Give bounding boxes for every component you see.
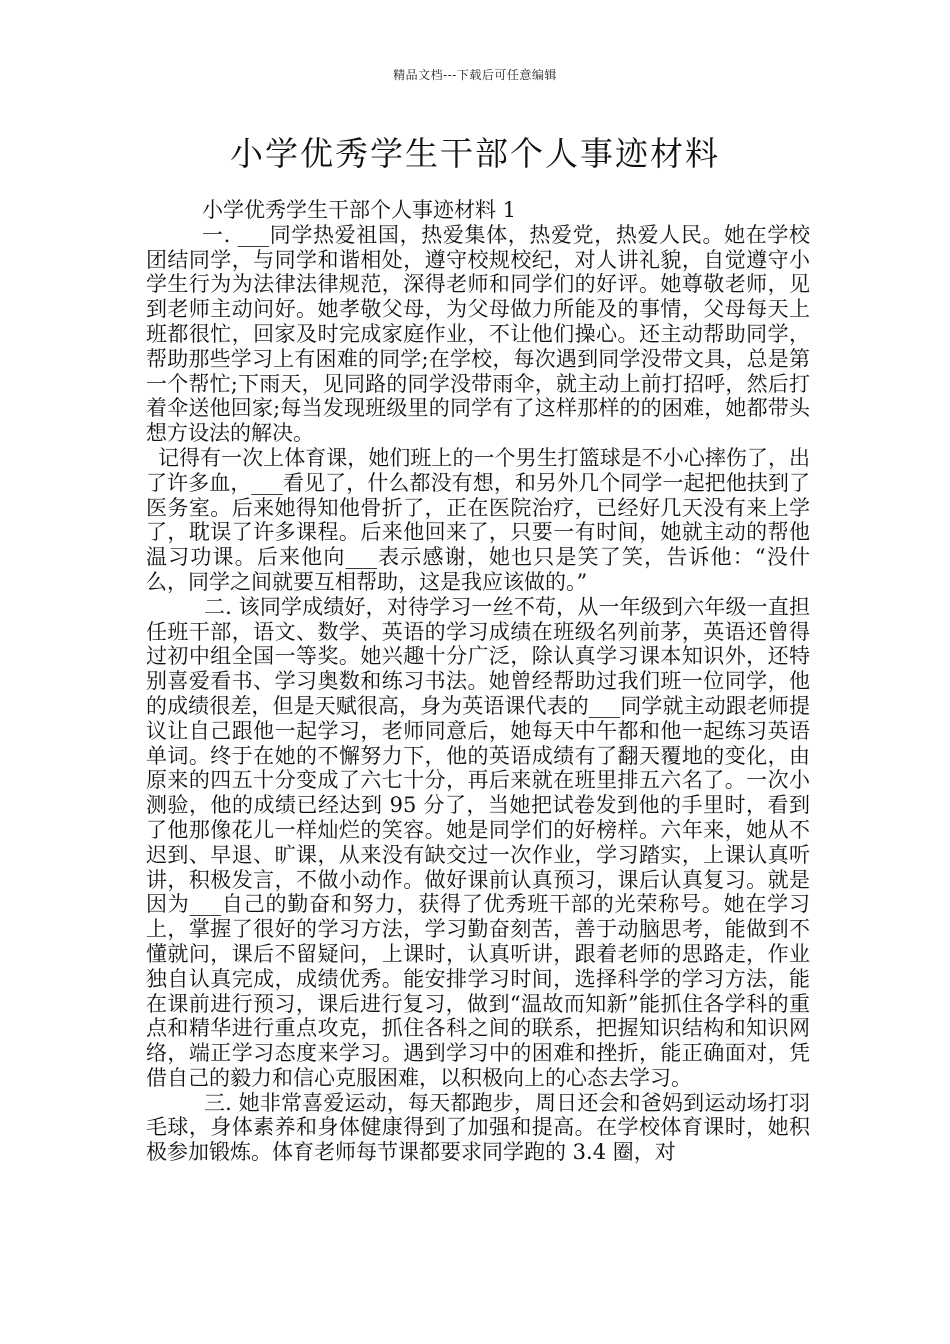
- document-body: [146, 198, 810, 1165]
- paragraph-4: 三. 她非常喜爱运动，每天都跑步，周日还会和爸妈到运动场打羽毛球，身体素养和身体健康得到了加强和提高。在学校体育课时，她积极参加锻炼。体育老师每节课都要求同学跑的 3.4 圈，对: [146, 1090, 810, 1165]
- paragraph-1: 一. ___同学热爱祖国，热爱集体，热爱党，热爱人民。她在学校团结同学，与同学和谐相处，遵守校规校纪，对人讲礼貌，自觉遵守小学生行为为法律法律规范，深得老师和同学们的好评。她尊敬老师，见到老师主动问好。她孝敬父母，为父母做力所能及的事情，父母每天上班都很忙，回家及时完成家庭作业，不让他们操心。还主动帮助同学，帮助那些学习上有困难的同学;在学校，每次遇到同学没带文具，总是第一个帮忙;下雨天，见同路的同学没带雨伞，就主动上前打招呼，然后打着伞送他回家;每当发现班级里的同学有了这样那样的的困难，她都带头想方设法的解决。: [146, 222, 810, 446]
- header-note: 精品文档---下载后可任意编辑: [393, 68, 557, 82]
- section-subtitle: 小学优秀学生干部个人事迹材料 1: [202, 198, 517, 222]
- document-title: 小学优秀学生干部个人事迹材料: [230, 134, 720, 173]
- paragraph-2: 记得有一次上体育课，她们班上的一个男生打篮球是不小心摔伤了，出了许多血，___看见了，什么都没有想，和另外几个同学一起把他扶到了医务室。后来她得知他骨折了，正在医院治疗，已经好几天没有来上学了，耽误了许多课程。后来他回来了，只要一有时间，她就主动的帮他温习功课。后来他向___表示感谢，她也只是笑了笑，告诉他：“没什么，同学之间就要互相帮助，这是我应该做的。”: [146, 445, 810, 594]
- paragraph-3: 二. 该同学成绩好，对待学习一丝不苟，从一年级到六年级一直担任班干部，语文、数学、英语的学习成绩在班级名列前茅，英语还曾得过初中组全国一等奖。她兴趣十分广泛，除认真学习课本知识外，还特别喜爱看书、学习奥数和练习书法。她曾经帮助过我们班一位同学，他的成绩很差，但是天赋很高，身为英语课代表的___同学就主动跟老师提议让自己跟他一起学习，老师同意后，她每天中午都和他一起练习英语单词。终于在她的不懈努力下，他的英语成绩有了翻天覆地的变化，由原来的四五十分变成了六七十分，再后来就在班里排五六名了。一次小测验，他的成绩已经达到 95 分了，当她把试卷发到他的手里时，看到了他那像花儿一样灿烂的笑容。她是同学们的好榜样。六年来，她从不迟到、早退、旷课，从来没有缺交过一次作业，学习踏实，上课认真听讲，积极发言，不做小动作。做好课前认真预习，课后认真复习。就是因为___自己的勤奋和努力，获得了优秀班干部的光荣称号。她在学习上，掌握了很好的学习方法，学习勤奋刻苦，善于动脑思考，能做到不懂就问，课后不留疑问，上课时，认真听讲，跟着老师的思路走，作业独自认真完成，成绩优秀。能安排学习时间，选择科学的学习方法，能在课前进行预习，课后进行复习，做到“温故而知新”能抓住各学科的重点和精华进行重点攻克，抓住各科之间的联系，把握知识结构和知识网络，端正学习态度来学习。遇到学习中的困难和挫折，能正确面对，凭借自己的毅力和信心克服困难，以积极向上的心态去学习。: [146, 594, 810, 1090]
